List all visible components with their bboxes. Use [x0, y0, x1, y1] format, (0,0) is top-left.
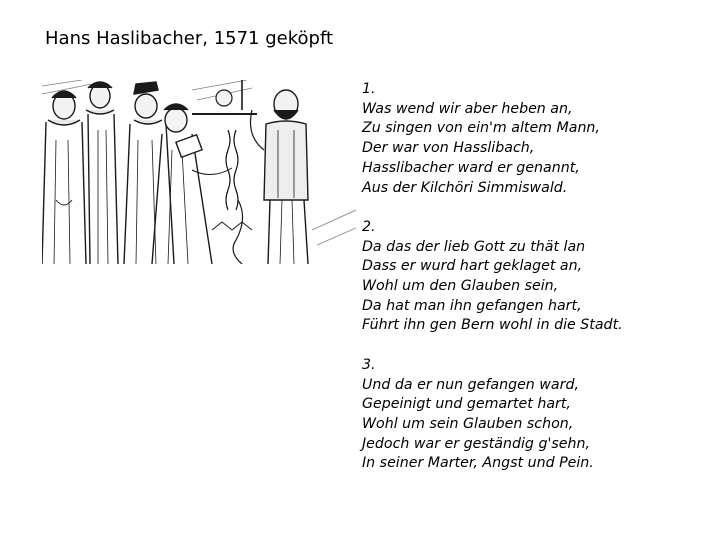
stanza-line: Zu singen von ein'm altem Mann,	[362, 120, 600, 137]
stanza-line: Da das der lieb Gott zu thät lan	[362, 238, 586, 255]
stanza-line: Was wend wir aber heben an,	[362, 100, 573, 117]
stanza-line: Jedoch war er geständig g'sehn,	[362, 435, 590, 452]
stanza-line: Da hat man ihn gefangen hart,	[362, 297, 582, 314]
stanza-line: Und da er nun gefangen ward,	[362, 376, 579, 393]
stanza-3	[362, 356, 702, 474]
stanza-number: 3.	[362, 356, 376, 373]
lyrics	[362, 80, 702, 494]
stanza-number: 1.	[362, 81, 376, 97]
stanza-line: Aus der Kilchöri Simmiswald.	[362, 179, 568, 196]
stanza-line: Führt ihn gen Bern wohl in die Stadt.	[362, 317, 623, 334]
stanza-line: In seiner Marter, Angst und Pein.	[362, 455, 594, 472]
woodcut-illustration-icon	[42, 80, 356, 264]
stanza-line: Wohl um sein Glauben schon,	[362, 415, 574, 432]
stanza-2	[362, 218, 702, 336]
stanza-line: Wohl um den Glauben sein,	[362, 278, 559, 295]
stanza-line: Der war von Hasslibach,	[362, 140, 535, 157]
stanza-line: Dass er wurd hart geklaget an,	[362, 258, 583, 275]
stanza-line: Hasslibacher ward er genannt,	[362, 159, 580, 176]
stanza-line: Gepeinigt und gemartet hart,	[362, 396, 571, 413]
stanza-number: 2.	[362, 218, 376, 235]
stanza-1	[362, 80, 702, 198]
page-title: Hans Haslibacher, 1571 geköpft	[45, 28, 334, 49]
